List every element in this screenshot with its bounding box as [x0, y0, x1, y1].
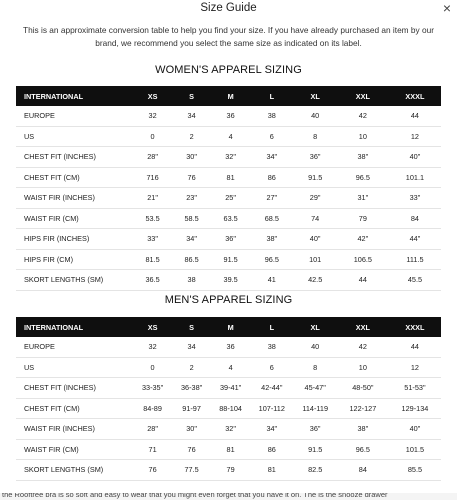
column-header-size: XL	[293, 86, 336, 106]
table-cell: 41	[250, 270, 293, 291]
table-row	[16, 126, 441, 147]
modal-title: Size Guide	[200, 2, 257, 14]
women-sizing-heading: WOMEN'S APPAREL SIZING	[155, 64, 302, 76]
table-cell: 10	[337, 357, 389, 378]
table-header-row	[16, 317, 441, 337]
table-cell: 34	[172, 106, 211, 126]
column-header-size: M	[211, 86, 250, 106]
table-cell: 82.5	[293, 460, 336, 481]
table-cell: 96.5	[250, 249, 293, 270]
table-cell: 42.5	[293, 270, 336, 291]
table-cell: 91-97	[172, 398, 211, 419]
table-cell: 28"	[133, 147, 172, 168]
table-cell: 74	[293, 208, 336, 229]
table-cell: 36.5	[133, 270, 172, 291]
table-row	[16, 188, 441, 209]
table-cell: 36"	[293, 147, 336, 168]
column-header-size: XXL	[337, 86, 389, 106]
table-cell: 40"	[293, 229, 336, 250]
table-cell: 28"	[133, 419, 172, 440]
row-label: CHEST FIT (CM)	[16, 398, 133, 419]
table-cell: 81	[211, 167, 250, 188]
table-cell: 81	[211, 439, 250, 460]
table-cell: 38"	[250, 229, 293, 250]
row-label: CHEST FIT (INCHES)	[16, 378, 133, 399]
table-cell: 101	[293, 249, 336, 270]
table-cell: 84	[389, 208, 441, 229]
table-cell: 48-50"	[337, 378, 389, 399]
row-label: EUROPE	[16, 106, 133, 126]
table-cell: 30"	[172, 419, 211, 440]
column-header-size: XL	[293, 317, 336, 337]
column-header-size: XXXL	[389, 86, 441, 106]
table-cell: 23"	[172, 188, 211, 209]
table-cell: 39-41"	[211, 378, 250, 399]
column-header-size: S	[172, 86, 211, 106]
row-label: SKORT LENGTHS (SM)	[16, 270, 133, 291]
table-cell: 63.5	[211, 208, 250, 229]
men-size-table	[16, 317, 441, 481]
table-cell: 34"	[250, 419, 293, 440]
column-header-size: L	[250, 86, 293, 106]
table-cell: 96.5	[337, 167, 389, 188]
table-cell: 96.5	[337, 439, 389, 460]
table-cell: 2	[172, 126, 211, 147]
table-cell: 32	[133, 337, 172, 357]
table-cell: 42	[337, 337, 389, 357]
table-cell: 42-44"	[250, 378, 293, 399]
table-row	[16, 439, 441, 460]
table-cell: 12	[389, 126, 441, 147]
column-header-size: XS	[133, 86, 172, 106]
table-row	[16, 378, 441, 399]
table-cell: 58.5	[172, 208, 211, 229]
table-cell: 114-119	[293, 398, 336, 419]
table-cell: 36"	[293, 419, 336, 440]
column-header-size: S	[172, 317, 211, 337]
table-cell: 40"	[389, 419, 441, 440]
table-cell: 129-134	[389, 398, 441, 419]
table-cell: 76	[172, 439, 211, 460]
table-row	[16, 460, 441, 481]
row-label: WAIST FIR (INCHES)	[16, 188, 133, 209]
table-row	[16, 167, 441, 188]
table-cell: 68.5	[250, 208, 293, 229]
row-label: EUROPE	[16, 337, 133, 357]
table-cell: 81.5	[133, 249, 172, 270]
table-cell: 45-47"	[293, 378, 336, 399]
table-cell: 38"	[337, 147, 389, 168]
background-page-text	[0, 493, 457, 500]
table-cell: 84-89	[133, 398, 172, 419]
table-row	[16, 147, 441, 168]
table-row	[16, 249, 441, 270]
table-cell: 8	[293, 357, 336, 378]
table-cell: 6	[250, 126, 293, 147]
table-cell: 34	[172, 337, 211, 357]
row-label: WAIST FIR (CM)	[16, 439, 133, 460]
table-cell: 31"	[337, 188, 389, 209]
table-cell: 34"	[250, 147, 293, 168]
table-row	[16, 357, 441, 378]
table-cell: 45.5	[389, 270, 441, 291]
table-cell: 36"	[211, 229, 250, 250]
row-label: US	[16, 357, 133, 378]
table-cell: 86.5	[172, 249, 211, 270]
table-row	[16, 208, 441, 229]
table-cell: 40	[293, 106, 336, 126]
table-cell: 91.5	[293, 167, 336, 188]
table-cell: 0	[133, 126, 172, 147]
column-header-international: INTERNATIONAL	[16, 86, 133, 106]
table-cell: 32"	[211, 147, 250, 168]
table-cell: 44"	[389, 229, 441, 250]
table-cell: 85.5	[389, 460, 441, 481]
table-row	[16, 106, 441, 126]
row-label: US	[16, 126, 133, 147]
table-cell: 27"	[250, 188, 293, 209]
table-cell: 34"	[172, 229, 211, 250]
table-cell: 101.5	[389, 439, 441, 460]
row-label: SKORT LENGTHS (SM)	[16, 460, 133, 481]
row-label: CHEST FIT (INCHES)	[16, 147, 133, 168]
table-cell: 8	[293, 126, 336, 147]
table-cell: 36-38"	[172, 378, 211, 399]
table-cell: 111.5	[389, 249, 441, 270]
table-cell: 30"	[172, 147, 211, 168]
table-cell: 71	[133, 439, 172, 460]
intro-text: This is an approximate conversion table to help you find your size. If you have already purchased an item by our brand, we recommend you select the same size as indicated on its label.	[23, 25, 434, 48]
table-cell: 53.5	[133, 208, 172, 229]
table-cell: 76	[172, 167, 211, 188]
table-cell: 25"	[211, 188, 250, 209]
column-header-international: INTERNATIONAL	[16, 317, 133, 337]
table-cell: 36	[211, 106, 250, 126]
table-cell: 84	[337, 460, 389, 481]
table-cell: 38	[172, 270, 211, 291]
table-cell: 44	[389, 337, 441, 357]
table-cell: 101.1	[389, 167, 441, 188]
table-cell: 44	[337, 270, 389, 291]
table-cell: 106.5	[337, 249, 389, 270]
column-header-size: XXL	[337, 317, 389, 337]
column-header-size: XS	[133, 317, 172, 337]
table-cell: 122-127	[337, 398, 389, 419]
row-label: CHEST FIT (CM)	[16, 167, 133, 188]
close-icon[interactable]: ×	[442, 0, 451, 16]
column-header-size: XXXL	[389, 317, 441, 337]
table-cell: 33"	[389, 188, 441, 209]
table-cell: 44	[389, 106, 441, 126]
table-cell: 79	[211, 460, 250, 481]
table-cell: 32"	[211, 419, 250, 440]
men-sizing-heading: MEN'S APPAREL SIZING	[164, 294, 293, 306]
table-cell: 40	[293, 337, 336, 357]
table-cell: 91.5	[293, 439, 336, 460]
table-cell: 12	[389, 357, 441, 378]
table-cell: 91.5	[211, 249, 250, 270]
table-cell: 716	[133, 167, 172, 188]
table-cell: 51-53"	[389, 378, 441, 399]
table-cell: 38"	[337, 419, 389, 440]
table-header-row	[16, 86, 441, 106]
row-label: WAIST FIR (INCHES)	[16, 419, 133, 440]
table-cell: 38	[250, 337, 293, 357]
table-cell: 77.5	[172, 460, 211, 481]
table-cell: 21"	[133, 188, 172, 209]
table-cell: 38	[250, 106, 293, 126]
table-cell: 33"	[133, 229, 172, 250]
table-cell: 4	[211, 357, 250, 378]
table-cell: 2	[172, 357, 211, 378]
table-cell: 36	[211, 337, 250, 357]
column-header-size: L	[250, 317, 293, 337]
table-cell: 76	[133, 460, 172, 481]
table-cell: 88-104	[211, 398, 250, 419]
table-cell: 0	[133, 357, 172, 378]
table-row	[16, 337, 441, 357]
table-cell: 81	[250, 460, 293, 481]
table-row	[16, 398, 441, 419]
table-cell: 32	[133, 106, 172, 126]
row-label: WAIST FIR (CM)	[16, 208, 133, 229]
table-cell: 79	[337, 208, 389, 229]
column-header-size: M	[211, 317, 250, 337]
table-row	[16, 229, 441, 250]
table-cell: 4	[211, 126, 250, 147]
table-cell: 10	[337, 126, 389, 147]
table-cell: 29"	[293, 188, 336, 209]
table-cell: 40"	[389, 147, 441, 168]
background-text: the Rooftree bra is so soft and easy to wear that you might even forget that you have it on. The is the snooze drawer	[2, 493, 388, 499]
row-label: HIPS FIR (INCHES)	[16, 229, 133, 250]
table-cell: 107-112	[250, 398, 293, 419]
table-cell: 86	[250, 167, 293, 188]
table-cell: 6	[250, 357, 293, 378]
table-cell: 39.5	[211, 270, 250, 291]
table-row	[16, 270, 441, 291]
row-label: HIPS FIR (CM)	[16, 249, 133, 270]
table-cell: 86	[250, 439, 293, 460]
women-size-table	[16, 86, 441, 291]
table-row	[16, 419, 441, 440]
table-cell: 42"	[337, 229, 389, 250]
table-cell: 33-35"	[133, 378, 172, 399]
table-cell: 42	[337, 106, 389, 126]
